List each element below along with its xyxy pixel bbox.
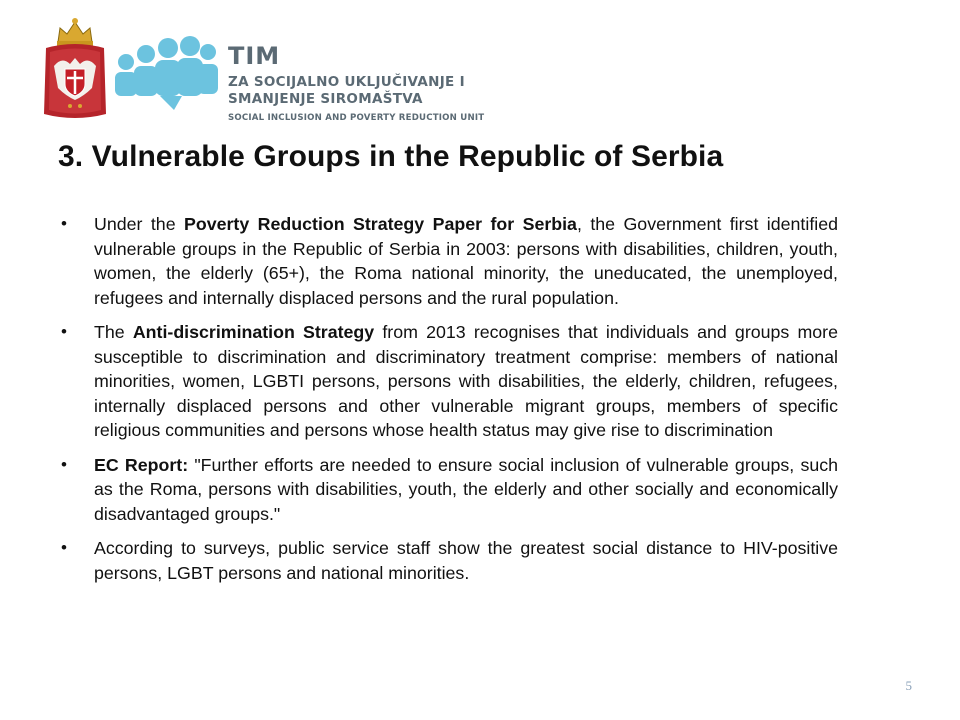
coat-of-arms-icon	[40, 14, 110, 124]
bullet-bold: EC Report:	[94, 454, 189, 475]
bullet-item	[94, 536, 838, 585]
bullet-item	[94, 320, 838, 443]
bullet-bold: Anti-discrimination Strategy	[132, 322, 375, 342]
brand-name: TIM	[228, 42, 281, 70]
bullet-post: , the Government first identified vulnerable groups in the Republic of Serbia in 2003: persons with disabilities, children, youth, women, the elderly (65+), the Roma national minority, the uneducated, the unemployed, refugees and internally displaced persons and the rural population.	[94, 214, 838, 308]
bullet-pre: The	[94, 322, 133, 342]
bullet-bold: Poverty Reduction Strategy Paper for Serbia	[184, 214, 577, 234]
people-group-icon	[112, 36, 220, 112]
page-number: 5	[905, 678, 912, 693]
brand-subtitle: SOCIAL INCLUSION AND POVERTY REDUCTION UNIT	[228, 113, 485, 123]
slide-title: 3. Vulnerable Groups in the Republic of Serbia	[58, 140, 724, 173]
bullet-item	[94, 212, 838, 310]
bullet-item	[94, 453, 838, 527]
bullet-pre: Under the	[94, 214, 185, 234]
bullet-post: "Further efforts are needed to ensure social inclusion of vulnerable groups, such as the Roma, persons with disabilities, youth, the elderly and other socially and economically disadvantaged groups."	[94, 454, 839, 524]
brand-line-1: ZA SOCIJALNO UKLJUČIVANJE I	[228, 74, 465, 90]
brand-block	[228, 44, 484, 124]
bullet-post: from 2013 recognises that individuals and groups more susceptible to discrimination and discriminatory treatment comprise: members of national minorities, women, LGBTI persons, persons with disabilities, the elderly, children, refugees, internally displaced persons and other vulnerable migrant groups, members of specific religious communities and persons whose health status may give rise to discrimination	[94, 322, 838, 440]
bullet-list	[94, 212, 838, 595]
bullet-post: According to surveys, public service staff show the greatest social distance to HIV-positive persons, LGBT persons and national minorities.	[94, 538, 838, 583]
brand-line-2: SMANJENJE SIROMAŠTVA	[228, 91, 423, 107]
